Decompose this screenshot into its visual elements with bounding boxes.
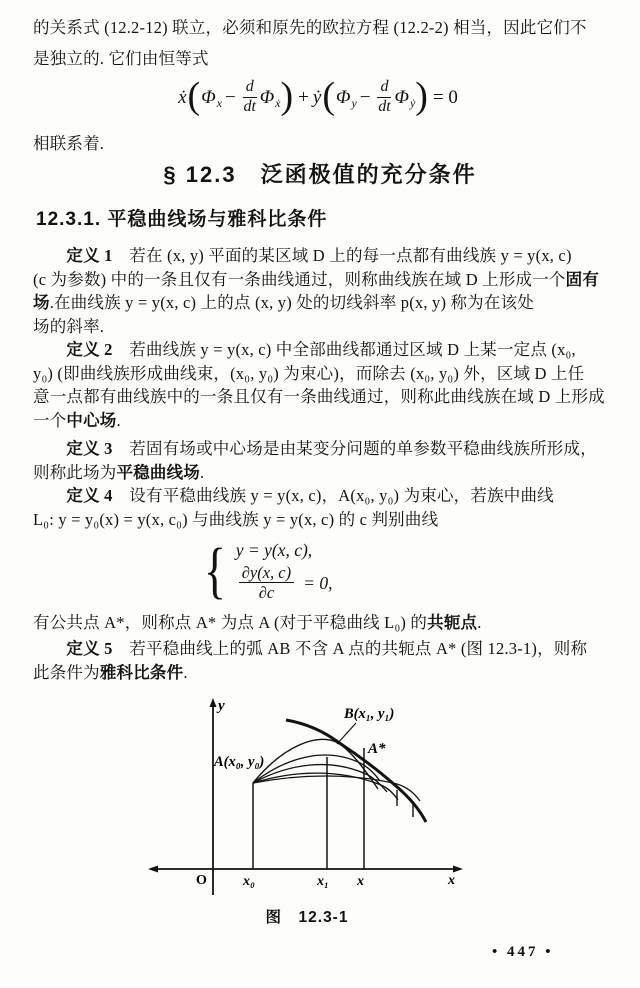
definition-3-4-paragraph: 定义 3 若固有场或中心场是由某变分问题的单参数平稳曲线族所形成， 则称此场为平稳曲线场. 定义 4 设有平稳曲线族 y = y(x, c)，A(x₀, y₀) 为束心，若族中曲线 L₀: y = y₀(x) = y(x, c₀) 与曲线族 y = y(x, c) 的 c 判别曲线 bbox=[33, 439, 597, 529]
phi-y: Φ bbox=[335, 87, 351, 108]
x-axis-right-arrowhead-icon bbox=[453, 866, 463, 873]
b-label-pointer-line bbox=[337, 723, 356, 744]
phi-x-sub: x bbox=[216, 96, 222, 111]
x-axis-label: x bbox=[448, 873, 455, 888]
partial-numerator: ∂y(x, c) bbox=[239, 564, 294, 583]
system-equals-zero: = 0, bbox=[303, 573, 333, 594]
minus-op-2: − bbox=[359, 87, 371, 108]
phi-y-sub: y bbox=[351, 96, 357, 111]
x-axis-left-arrowhead-icon bbox=[148, 866, 158, 873]
fraction-numerator: d bbox=[243, 79, 257, 98]
intro-tail: 相联系着. bbox=[33, 134, 105, 153]
y-axis-label: y bbox=[218, 698, 225, 714]
figure-12-3-1 bbox=[0, 694, 640, 899]
conjugate-point-sentence: 有公共点 A*，则称点 A* 为点 A (对于平稳曲线 L₀) 的共轭点. bbox=[33, 613, 482, 632]
y-axis-arrowhead-icon bbox=[210, 698, 217, 707]
phi-xdot-sub: ẋ bbox=[275, 96, 281, 111]
x-dot: ẋ bbox=[178, 87, 187, 108]
partial-fraction bbox=[239, 564, 294, 602]
phi-ydot: Φ bbox=[394, 87, 409, 108]
origin-label: O bbox=[196, 873, 207, 888]
phi-ydot-sub: ẏ bbox=[409, 96, 416, 111]
phi-xdot: Φ bbox=[259, 87, 275, 108]
right-paren: ) bbox=[280, 75, 294, 117]
intro-paragraph: 的关系式 (12.2-12) 联立，必须和原先的欧拉方程 (12.2-2) 相当，因此它们不 是独立的. 它们由恒等式 bbox=[33, 18, 587, 68]
point-a-label: A(x₀, y₀) bbox=[214, 754, 265, 770]
right-paren-2: ) bbox=[415, 75, 428, 117]
minus-op: − bbox=[224, 87, 236, 108]
page-number: • 447 • bbox=[492, 944, 554, 960]
definition-1-paragraph: 定义 1 若在 (x, y) 平面的某区域 D 上的每一点都有曲线族 y = y(x, c) (c 为参数) 中的一条且仅有一条曲线通过，则称曲线族在域 D 上形成一个固有 场.在曲线族 y = y(x, c) 上的点 (x, y) 处的切线斜率 p(x, y) 称为在该处 场的斜率. bbox=[33, 246, 600, 336]
d-dt-fraction bbox=[243, 79, 257, 116]
point-a-star-label: A* bbox=[368, 741, 386, 757]
y-dot: ẏ bbox=[312, 87, 322, 108]
fan-curve-5 bbox=[253, 776, 420, 801]
conjugate-point-diagram bbox=[0, 694, 640, 899]
left-paren-2: ( bbox=[322, 75, 335, 117]
discriminant-curve-system bbox=[200, 537, 333, 606]
phi-x: Φ bbox=[201, 87, 216, 108]
system-lines bbox=[236, 540, 333, 603]
subsection-heading: 12.3.1. 平稳曲线场与雅科比条件 bbox=[36, 209, 328, 230]
system-line-1: y = y(x, c), bbox=[235, 540, 313, 560]
d-dt-fraction-2 bbox=[377, 79, 391, 116]
fraction-numerator-2: d bbox=[377, 79, 391, 98]
equals-zero: = 0 bbox=[432, 87, 458, 108]
envelope-curve bbox=[286, 720, 426, 822]
x-bar-tick-label: x bbox=[357, 874, 364, 889]
point-b-label: B(x₁, y₁) bbox=[344, 706, 395, 722]
definition-2-paragraph: 定义 2 若曲线族 y = y(x, c) 中全部曲线都通过区域 D 上某一定点 (x₀, y₀) (即曲线族形成曲线束，(x₀, y₀) 为束心)，而除去 (x₀, y₀) 外，区域 D 上任 意一点都有曲线族中的一条且仅有一条曲线通过，则称此曲线族在域 D 上形成 一个中心场. bbox=[33, 340, 605, 430]
partial-denominator: ∂c bbox=[258, 583, 275, 603]
definition-5-paragraph: 定义 5 若平稳曲线上的弧 AB 不含 A 点的共轭点 A* (图 12.3-1)，则称 此条件为雅科比条件. bbox=[33, 639, 588, 682]
fraction-denominator: dt bbox=[243, 97, 256, 115]
x1-tick-label: x₁ bbox=[317, 874, 329, 889]
formula-body bbox=[178, 76, 462, 120]
left-paren: ( bbox=[187, 75, 201, 117]
plus-op: + bbox=[298, 87, 309, 108]
euler-identity-formula bbox=[0, 76, 640, 120]
fraction-denominator-2: dt bbox=[378, 97, 391, 115]
figure-caption: 图 12.3-1 bbox=[265, 909, 349, 926]
x0-tick-label: x₀ bbox=[243, 874, 255, 889]
system-brace: { bbox=[203, 537, 227, 606]
section-heading: § 12.3 泛函极值的充分条件 bbox=[163, 162, 477, 187]
system-line-2 bbox=[236, 565, 333, 603]
